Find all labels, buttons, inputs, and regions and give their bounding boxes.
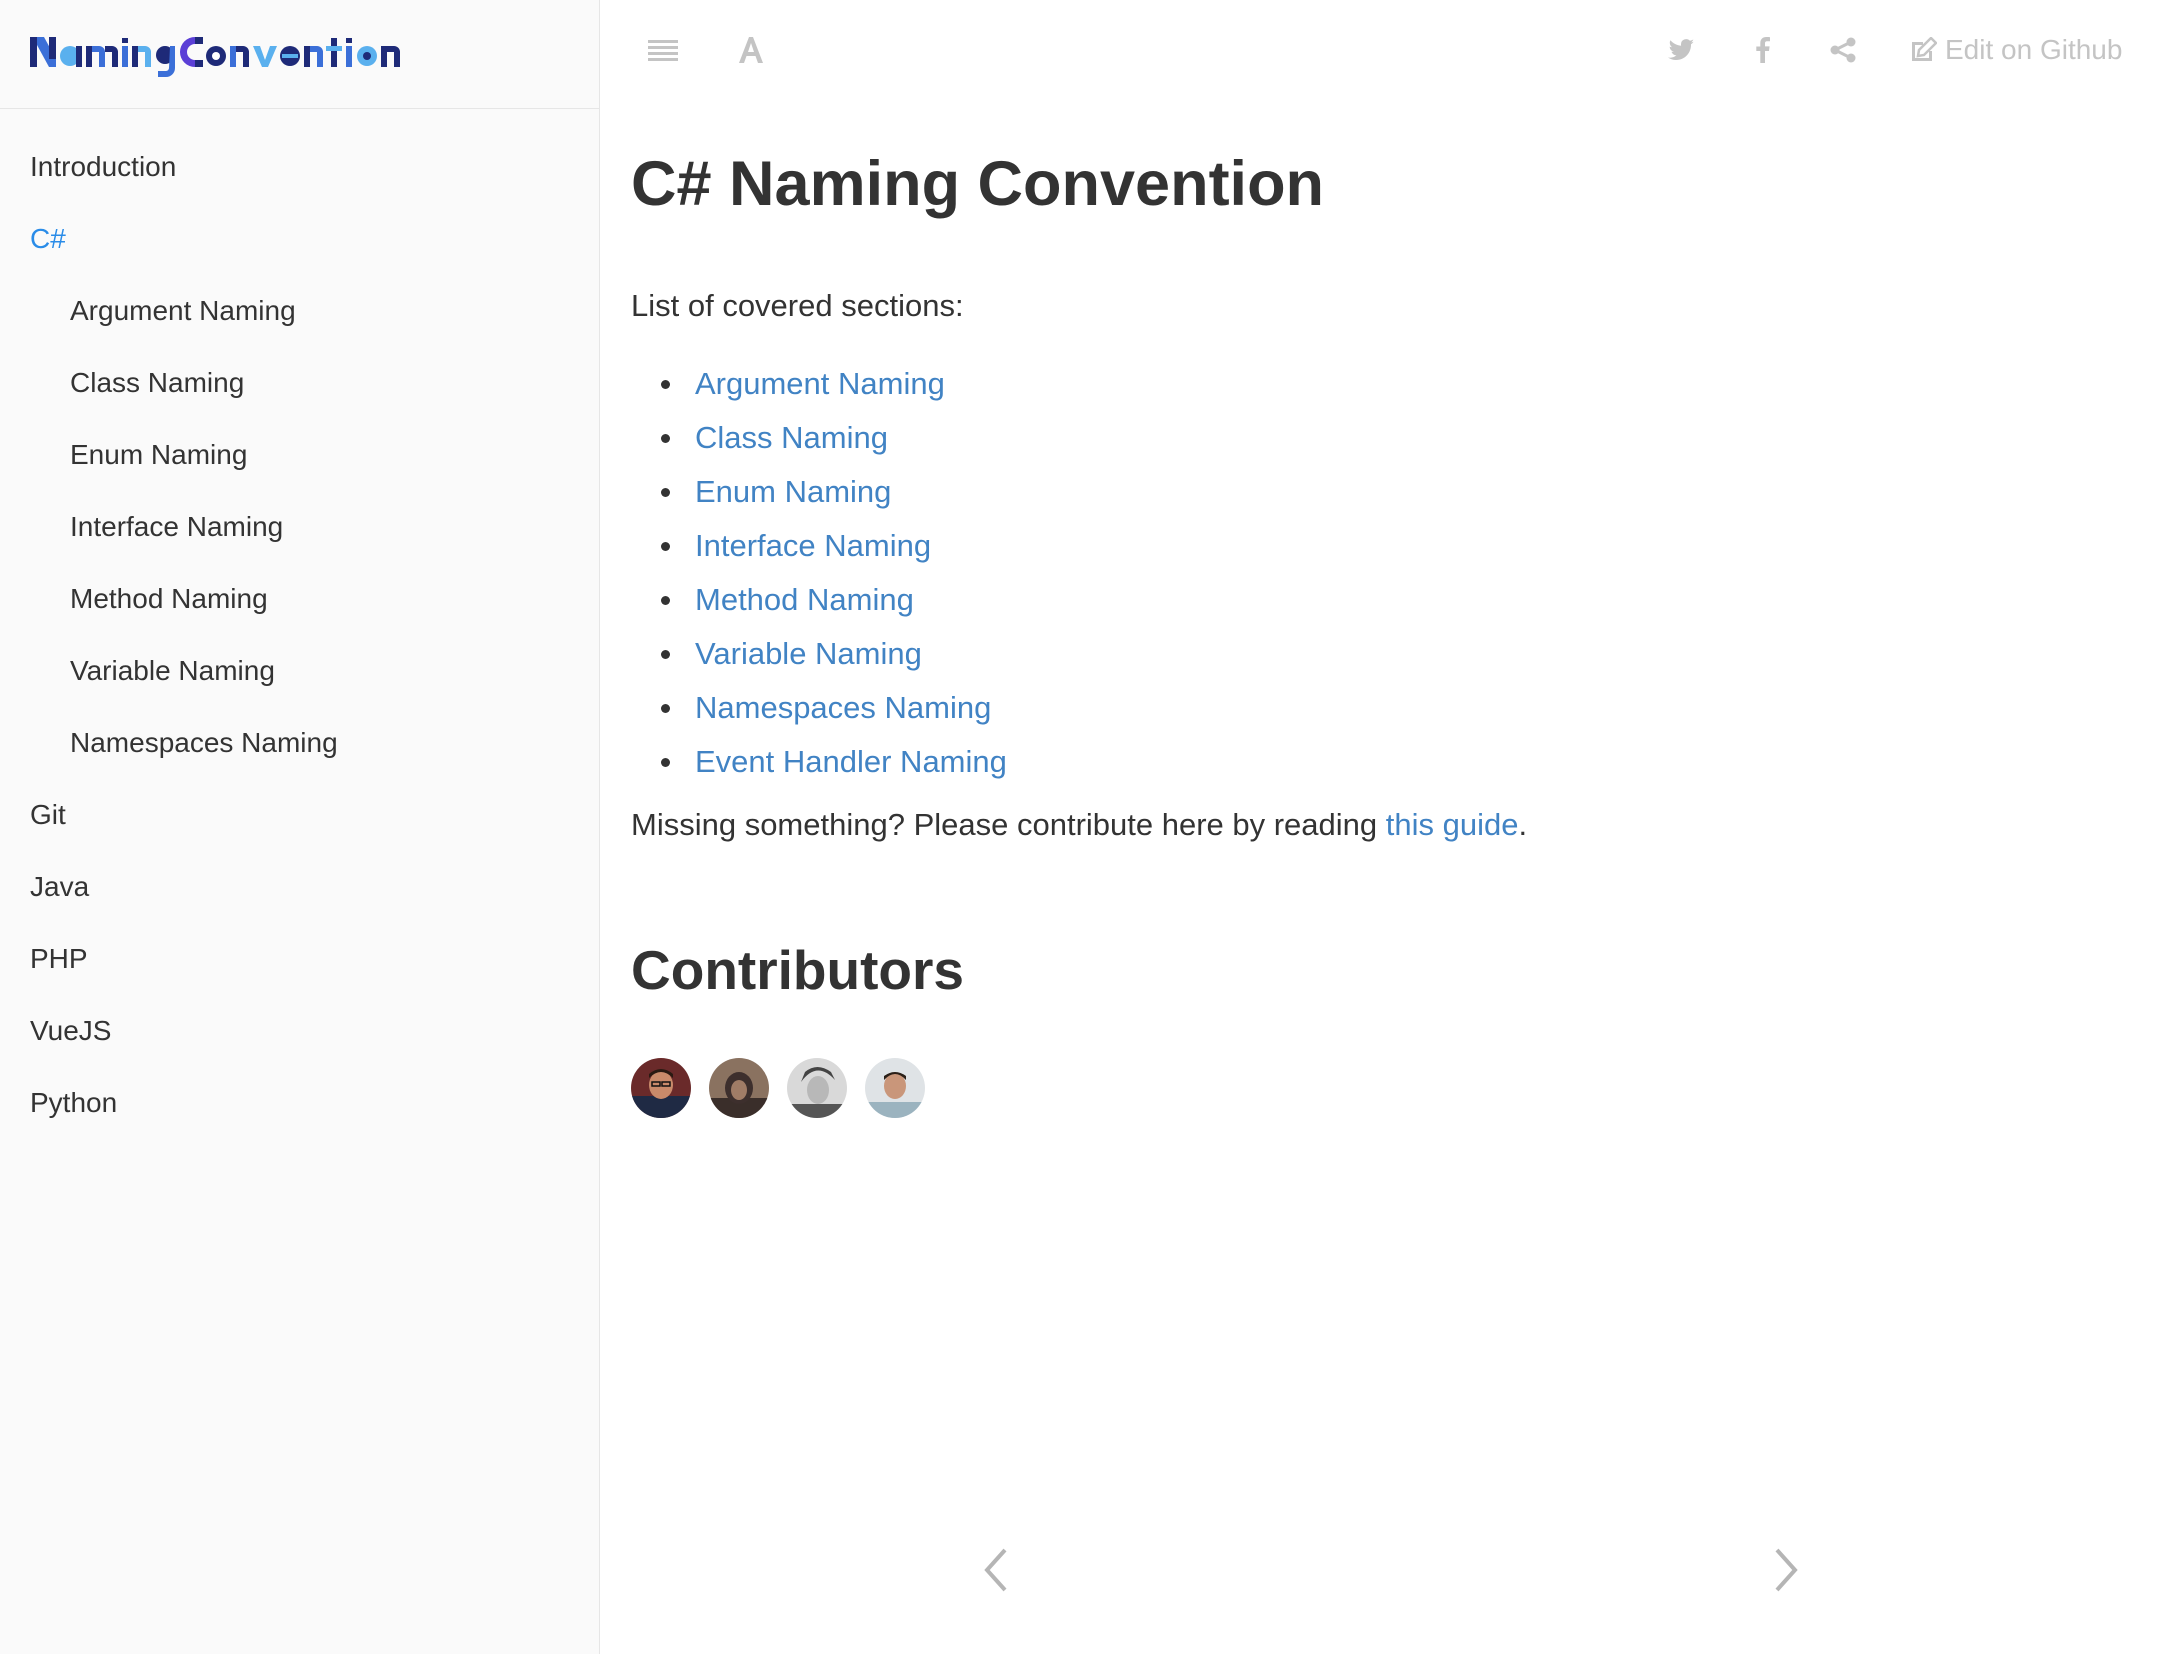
article	[631, 150, 2071, 1118]
naming-convention-logo[interactable]	[30, 29, 410, 79]
bullet-icon	[661, 704, 670, 713]
sidebar-item-php[interactable]: PHP	[30, 943, 88, 974]
section-list	[631, 357, 2071, 789]
sidebar-item-class-naming[interactable]: Class Naming	[70, 367, 245, 398]
edit-on-github-button[interactable]	[1909, 28, 2122, 72]
chevron-left-icon	[981, 1546, 1011, 1594]
contributor-avatar[interactable]	[865, 1058, 925, 1118]
section-list-item	[631, 681, 2071, 735]
section-list-item	[631, 627, 2071, 681]
section-link-interface-naming[interactable]: Interface Naming	[695, 527, 932, 563]
sidebar-header	[0, 0, 599, 109]
sidebar-item-argument-naming[interactable]: Argument Naming	[70, 295, 296, 326]
facebook-share-button[interactable]	[1741, 28, 1785, 72]
section-link-method-naming[interactable]: Method Naming	[695, 581, 914, 617]
sidebar-nav	[0, 109, 599, 1139]
edit-icon	[1909, 37, 1937, 63]
bullet-icon	[661, 434, 670, 443]
sidebar	[0, 0, 600, 1654]
sidebar-item-vuejs[interactable]: VueJS	[30, 1015, 112, 1046]
intro-text: List of covered sections:	[631, 288, 964, 324]
section-list-item	[631, 519, 2071, 573]
share-button[interactable]	[1821, 28, 1865, 72]
bullet-icon	[661, 650, 670, 659]
contribute-prefix: Missing something? Please contribute here by reading	[631, 806, 1386, 842]
twitter-share-button[interactable]	[1659, 28, 1703, 72]
section-list-item	[631, 573, 2071, 627]
contributor-avatar[interactable]	[631, 1058, 691, 1118]
sidebar-item-interface-naming[interactable]: Interface Naming	[70, 511, 284, 542]
contributor-avatar[interactable]	[787, 1058, 847, 1118]
chevron-right-icon	[1771, 1546, 1801, 1594]
font-settings-button[interactable]	[729, 28, 773, 72]
sidebar-item-enum-naming[interactable]: Enum Naming	[70, 439, 248, 470]
section-list-item	[631, 735, 2071, 789]
bullet-icon	[661, 758, 670, 767]
bullet-icon	[661, 488, 670, 497]
share-icon	[1830, 37, 1856, 63]
previous-page-button[interactable]	[971, 1540, 1021, 1600]
toolbar	[601, 0, 2172, 100]
section-link-namespaces-naming[interactable]: Namespaces Naming	[695, 689, 992, 725]
contributors-heading: Contributors	[631, 939, 965, 1002]
sidebar-item-introduction[interactable]: Introduction	[30, 151, 177, 182]
sidebar-item-c-sharp[interactable]: C#	[30, 223, 66, 254]
bullet-icon	[661, 596, 670, 605]
section-list-item	[631, 465, 2071, 519]
page-title: C# Naming Convention	[631, 149, 1325, 219]
menu-icon	[648, 38, 678, 62]
sidebar-item-method-naming[interactable]: Method Naming	[70, 583, 268, 614]
this-guide-link[interactable]: this guide	[1385, 806, 1519, 842]
sidebar-item-python[interactable]: Python	[30, 1087, 118, 1118]
facebook-icon	[1756, 37, 1770, 63]
edit-on-github-label: Edit on Github	[1945, 34, 2123, 65]
sidebar-item-variable-naming[interactable]: Variable Naming	[70, 655, 275, 686]
twitter-icon	[1668, 39, 1694, 61]
font-settings-icon	[737, 35, 765, 65]
contribute-suffix: .	[1518, 806, 1528, 842]
section-link-variable-naming[interactable]: Variable Naming	[695, 635, 922, 671]
section-link-argument-naming[interactable]: Argument Naming	[695, 365, 945, 401]
bullet-icon	[661, 380, 670, 389]
section-list-item	[631, 357, 2071, 411]
bullet-icon	[661, 542, 670, 551]
main-content	[601, 0, 2172, 1654]
contribute-text	[631, 803, 2071, 846]
sidebar-item-java[interactable]: Java	[30, 871, 90, 902]
contributors-list	[631, 1058, 2071, 1118]
sidebar-item-namespaces-naming[interactable]: Namespaces Naming	[70, 727, 338, 758]
section-list-item	[631, 411, 2071, 465]
section-link-event-handler-naming[interactable]: Event Handler Naming	[695, 743, 1007, 779]
section-link-class-naming[interactable]: Class Naming	[695, 419, 888, 455]
section-link-enum-naming[interactable]: Enum Naming	[695, 473, 892, 509]
sidebar-item-git[interactable]: Git	[30, 799, 66, 830]
menu-button[interactable]	[641, 28, 685, 72]
contributor-avatar[interactable]	[709, 1058, 769, 1118]
next-page-button[interactable]	[1761, 1540, 1811, 1600]
